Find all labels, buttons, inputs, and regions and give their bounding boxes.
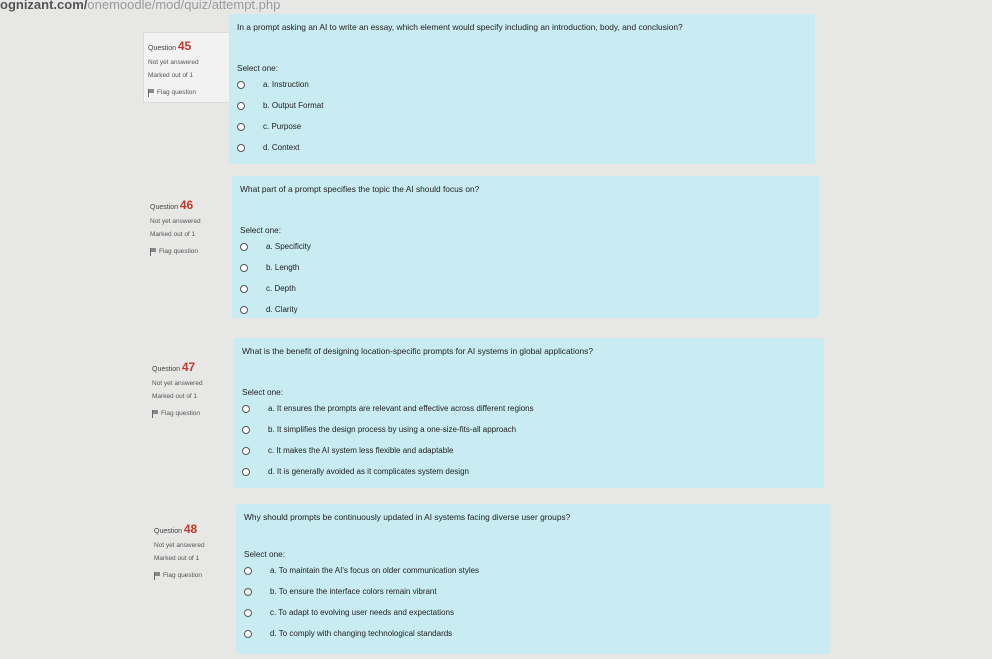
question-content [232,176,819,318]
answer-option-d[interactable] [237,143,299,152]
answer-option-c[interactable] [240,284,296,293]
flag-icon [148,89,153,96]
radio-button[interactable] [244,630,252,638]
flag-label: Flag question [161,410,201,417]
question-text: Why should prompts be continuously updated in AI systems facing diverse user groups? [244,512,571,522]
question-label: Question [150,204,179,211]
question-info [150,516,242,585]
radio-button[interactable] [240,264,248,272]
answer-option-b[interactable] [242,425,516,434]
answer-option-c[interactable] [237,122,301,131]
select-one-label: Select one: [242,388,283,397]
question-marks: Marked out of 1 [150,231,196,238]
radio-button[interactable] [242,468,250,476]
flag-question-button[interactable] [152,410,236,417]
radio-button[interactable] [242,447,250,455]
question-number: 48 [183,522,198,536]
radio-button[interactable] [244,609,252,617]
option-label: a. Specificity [266,242,311,251]
question-text: What part of a prompt specifies the topic the AI should focus on? [240,184,480,194]
answer-option-a[interactable] [240,242,311,251]
answer-option-d[interactable] [242,467,469,476]
question-text: In a prompt asking an AI to write an essay, which element would specify including an introduction, body, and conclusion? [237,22,683,32]
flag-label: Flag question [163,572,203,579]
url-domain: ognizant.com/ [0,0,88,12]
question-number: 45 [177,39,192,53]
option-label: a. To maintain the AI's focus on older communication styles [270,566,480,575]
radio-button[interactable] [237,81,245,89]
question-marks: Marked out of 1 [154,555,200,562]
radio-button[interactable] [242,405,250,413]
answer-option-b[interactable] [244,587,437,596]
answer-option-a[interactable] [242,404,534,413]
question-state: Not yet answered [150,218,201,225]
option-label: b. It simplifies the design process by using a one-size-fits-all approach [268,425,517,434]
option-label: c. To adapt to evolving user needs and expectations [270,608,454,617]
flag-question-button[interactable] [154,572,238,579]
radio-button[interactable] [240,243,248,251]
select-one-label: Select one: [240,226,281,235]
radio-button[interactable] [237,144,245,152]
option-label: a. Instruction [263,80,309,89]
question-content [236,504,830,654]
answer-option-d[interactable] [244,629,452,638]
flag-label: Flag question [159,248,199,255]
radio-button[interactable] [237,102,245,110]
option-label: b. To ensure the interface colors remain vibrant [270,587,437,596]
flag-icon [154,572,159,579]
question-label: Question [152,366,181,373]
flag-question-button[interactable] [148,89,232,96]
question-label: Question [154,528,183,535]
radio-button[interactable] [237,123,245,131]
question-state: Not yet answered [152,380,203,387]
flag-icon [152,410,157,417]
address-bar[interactable] [0,0,420,14]
option-label: d. It is generally avoided as it complicates system design [268,467,469,476]
radio-button[interactable] [244,567,252,575]
question-info [146,192,238,261]
answer-option-a[interactable] [244,566,479,575]
option-label: a. It ensures the prompts are relevant and effective across different regions [268,404,534,413]
question-number: 47 [181,360,196,374]
question-content [229,14,815,164]
option-label: c. Depth [266,284,296,293]
answer-option-b[interactable] [237,101,323,110]
answer-option-d[interactable] [240,305,298,314]
answer-option-a[interactable] [237,80,309,89]
question-content [234,338,824,488]
question-state: Not yet answered [148,59,199,66]
question-info [143,32,237,103]
option-label: d. To comply with changing technological standards [270,629,453,638]
radio-button[interactable] [242,426,250,434]
answer-option-c[interactable] [242,446,453,455]
question-marks: Marked out of 1 [148,72,194,79]
question-state: Not yet answered [154,542,205,549]
select-one-label: Select one: [244,550,285,559]
question-text: What is the benefit of designing location-specific prompts for AI systems in global applications? [242,346,594,356]
url-path: onemoodle/mod/quiz/attempt.php [87,0,281,12]
question-info [148,354,240,423]
radio-button[interactable] [240,285,248,293]
option-label: c. It makes the AI system less flexible and adaptable [268,446,454,455]
question-marks: Marked out of 1 [152,393,198,400]
radio-button[interactable] [240,306,248,314]
answer-option-c[interactable] [244,608,454,617]
option-label: b. Length [266,263,300,272]
option-label: c. Purpose [263,122,302,131]
flag-question-button[interactable] [150,248,234,255]
select-one-label: Select one: [237,64,278,73]
option-label: d. Context [263,143,300,152]
option-label: b. Output Format [263,101,324,110]
radio-button[interactable] [244,588,252,596]
flag-label: Flag question [157,89,197,96]
answer-option-b[interactable] [240,263,299,272]
question-number: 46 [179,198,194,212]
question-label: Question [148,45,177,52]
option-label: d. Clarity [266,305,298,314]
flag-icon [150,248,155,255]
